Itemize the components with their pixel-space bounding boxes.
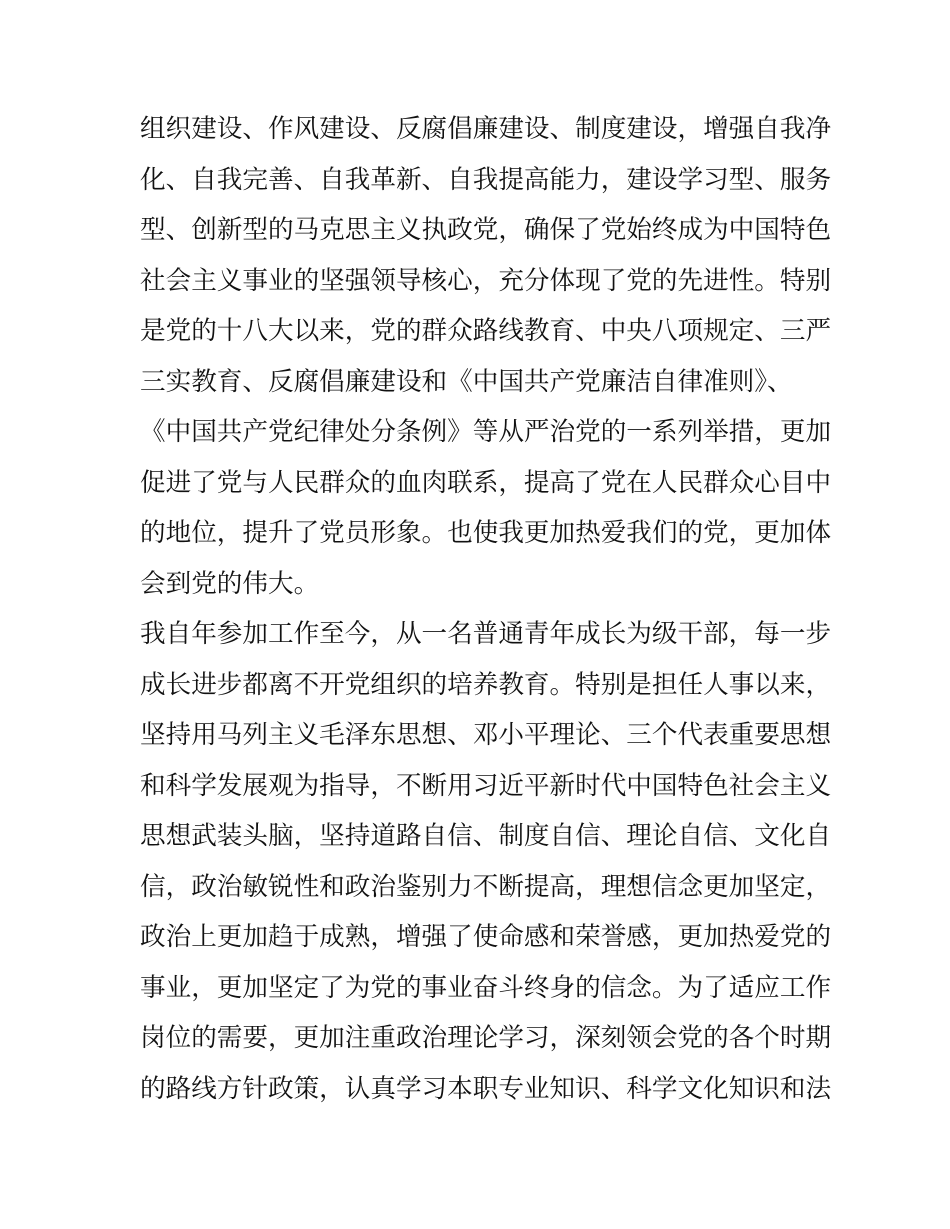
- text-line: 组织建设、作风建设、反腐倡廉建设、制度建设，增强自我净: [140, 114, 832, 144]
- text-line: 促进了党与人民群众的血肉联系，提高了党在人民群众心目中: [140, 467, 832, 498]
- text-line: 《中国共产党纪律处分条例》等从严治党的一系列举措，更加: [140, 417, 832, 447]
- body-text: [140, 104, 832, 1114]
- text-line: 是党的十八大以来，党的群众路线教育、中央八项规定、三严: [140, 316, 832, 346]
- text-line: 政治上更加趋于成熟，增强了使命感和荣誉感，更加热爱党的: [140, 922, 832, 952]
- text-line: 和科学发展观为指导，不断用习近平新时代中国特色社会主义: [140, 770, 832, 801]
- text-line: 型、创新型的马克思主义执政党，确保了党始终成为中国特色: [140, 215, 832, 245]
- text-line: 事业，更加坚定了为党的事业奋斗终身的信念。为了适应工作: [140, 972, 832, 1003]
- text-line: 三实教育、反腐倡廉建设和《中国共产党廉洁自律准则》、: [140, 366, 793, 397]
- text-line: 信，政治敏锐性和政治鉴别力不断提高，理想信念更加坚定，: [140, 871, 832, 902]
- text-line: 的地位，提升了党员形象。也使我更加热爱我们的党，更加体: [140, 518, 832, 548]
- text-line: 会到党的伟大。: [140, 568, 320, 599]
- text-line: 坚持用马列主义毛泽东思想、邓小平理论、三个代表重要思想: [140, 720, 832, 750]
- text-line: 我自年参加工作至今，从一名普通青年成长为级干部，每一步: [140, 619, 832, 649]
- text-line: 思想武装头脑，坚持道路自信、制度自信、理论自信、文化自: [140, 821, 832, 851]
- text-line: 成长进步都离不开党组织的培养教育。特别是担任人事以来，: [140, 669, 832, 700]
- text-line: 岗位的需要，更加注重政治理论学习，深刻领会党的各个时期: [140, 1023, 832, 1053]
- text-line: 化、自我完善、自我革新、自我提高能力，建设学习型、服务: [140, 164, 832, 195]
- text-line: 的路线方针政策，认真学习本职专业知识、科学文化知识和法: [140, 1073, 832, 1104]
- text-line: 社会主义事业的坚强领导核心，充分体现了党的先进性。特别: [140, 265, 832, 296]
